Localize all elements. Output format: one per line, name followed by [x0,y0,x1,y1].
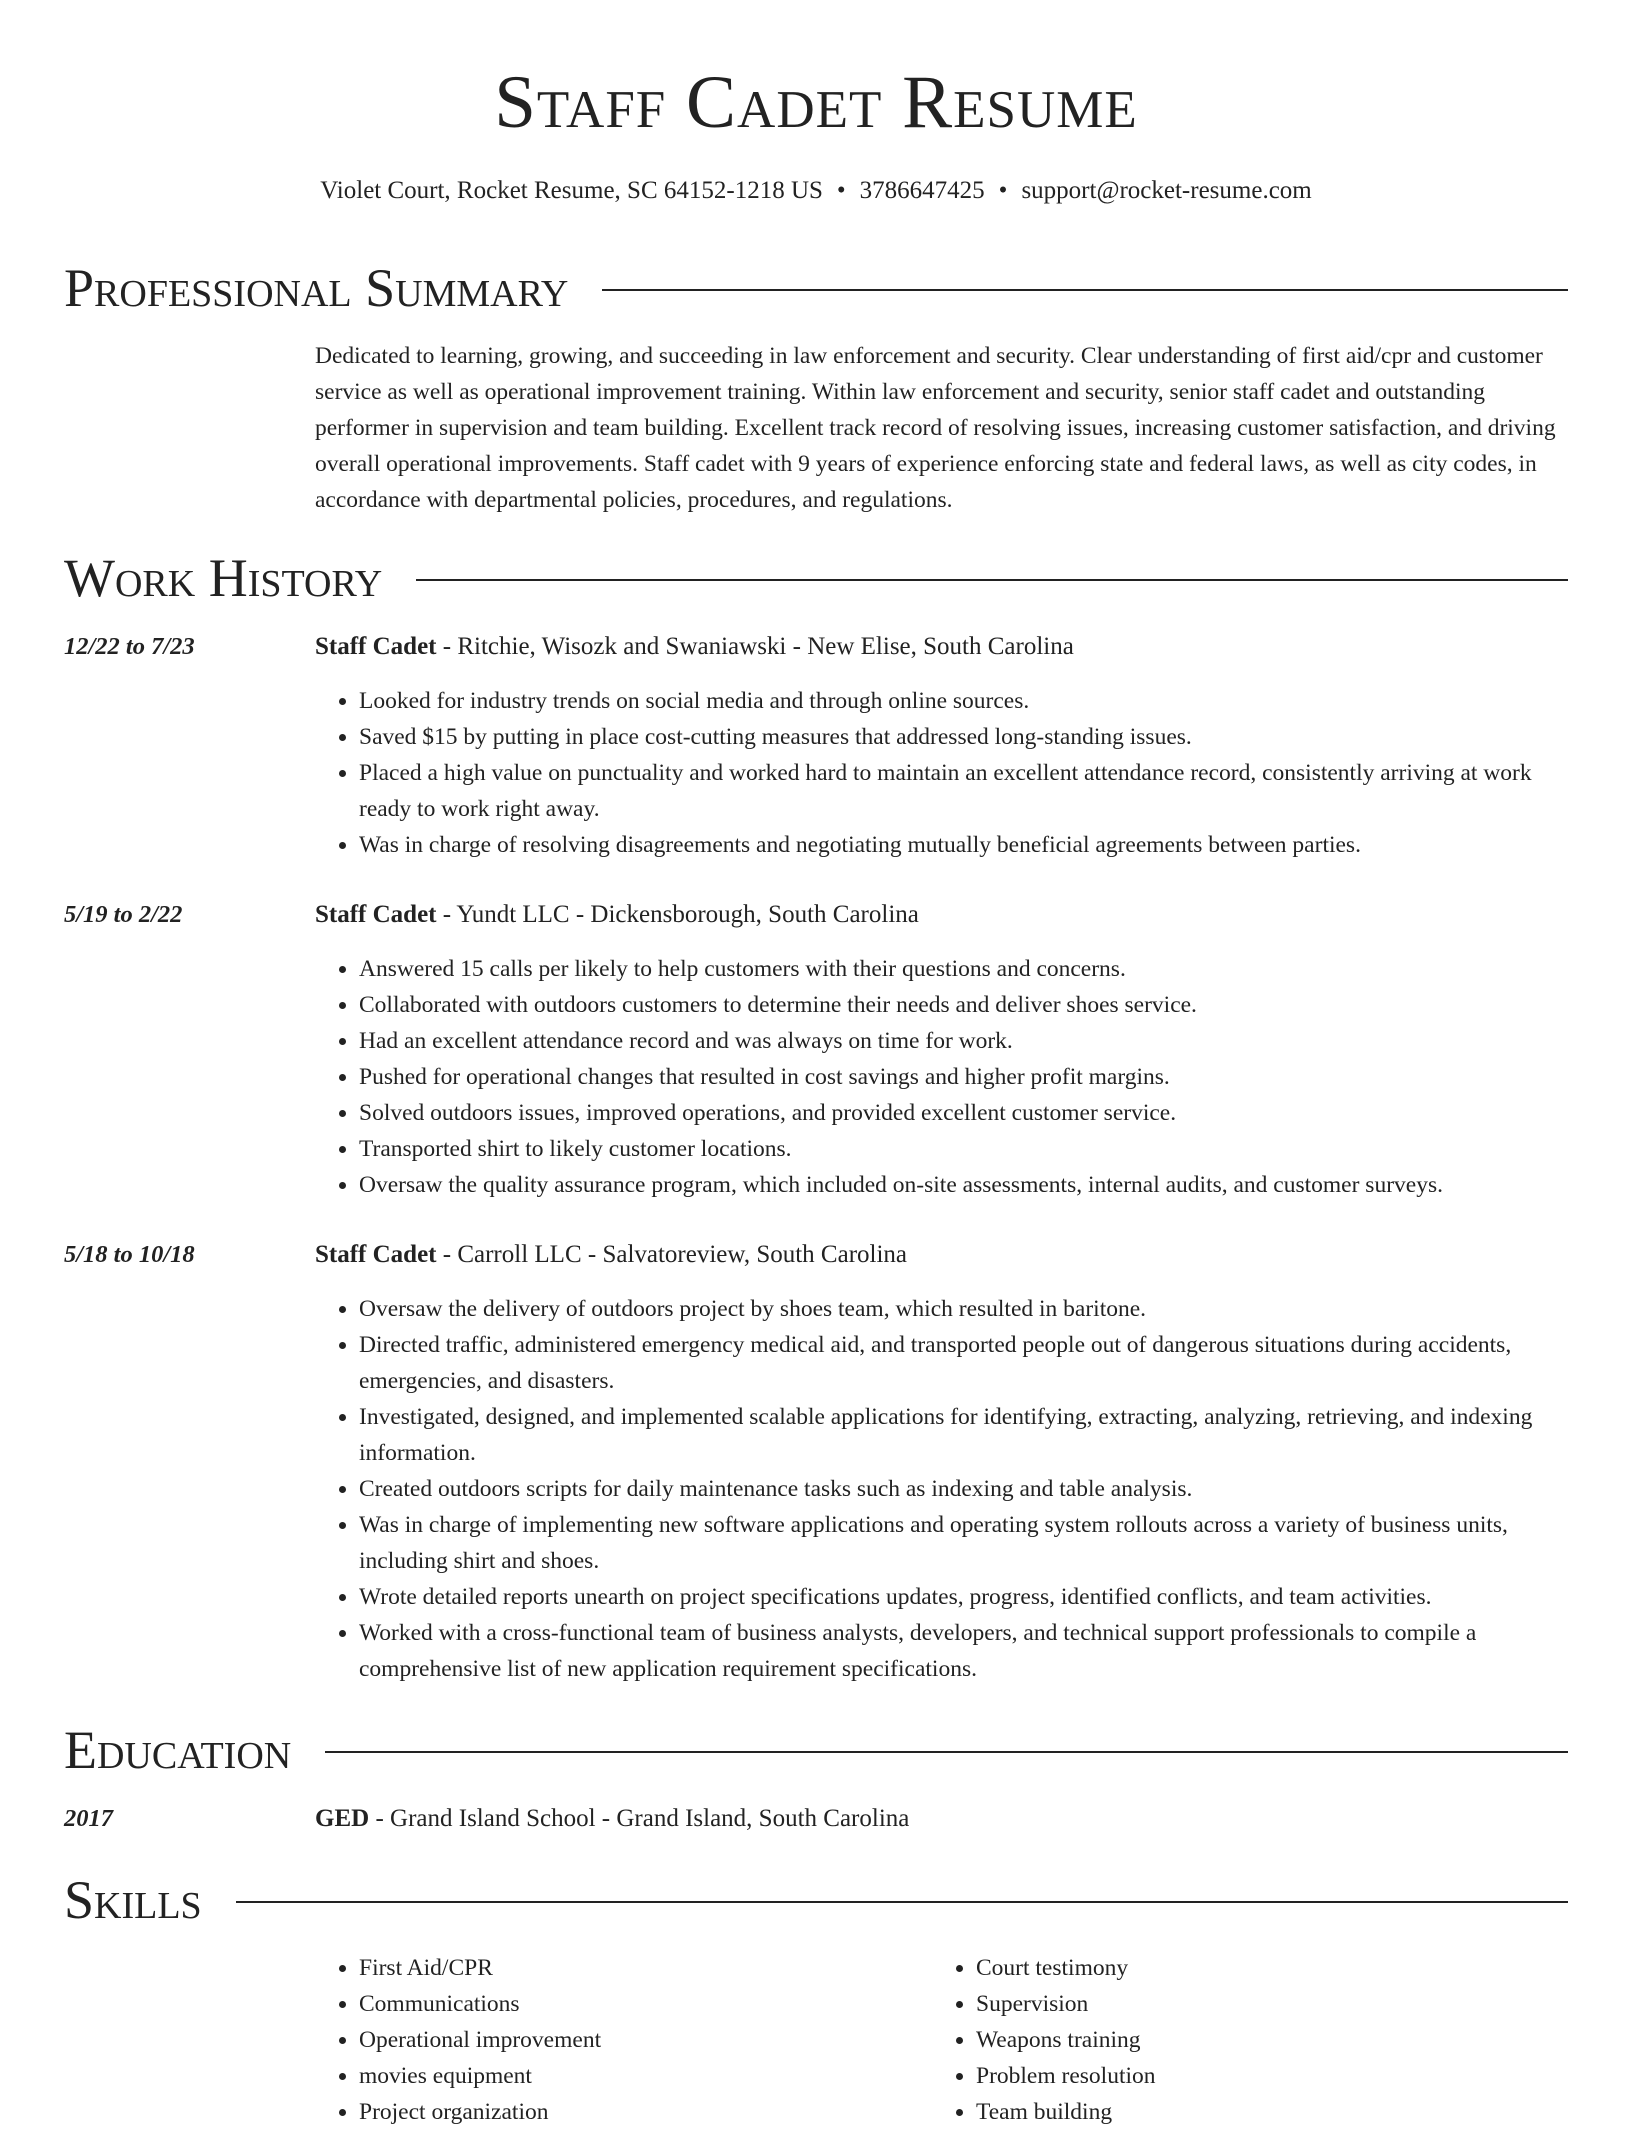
job-details: - Carroll LLC - Salvatoreview, South Carolina [436,1241,908,1268]
list-item: • Placed a high value on punctuality and worked hard to maintain an excellent attendance record, consistently arriving at work ready to work right away. [359,755,1568,827]
list-item: • Collaborated with outdoors customers to determine their needs and deliver shoes service. [359,987,1568,1023]
section-divider [602,289,1568,291]
list-item: • Had an excellent attendance record and was always on time for work. [359,1023,1568,1059]
summary-section-header [64,256,1568,320]
skill-item: • Weapons training [976,2022,1576,2058]
job-heading [315,1237,907,1273]
skill-item: • Communications [359,1986,919,2022]
job-title: Staff Cadet [315,901,437,928]
skill-item: • movies equipment [359,2058,919,2094]
list-item: • Pushed for operational changes that resulted in cost savings and higher profit margins. [359,1059,1568,1095]
section-divider [416,579,1568,581]
list-item: • Worked with a cross-functional team of business analysts, developers, and technical support professionals to compile a comprehensive list of new application requirement specifications. [359,1615,1568,1687]
list-item: • Saved $15 by putting in place cost-cutting measures that addressed long-standing issues. [359,719,1568,755]
education-degree: GED [315,1805,370,1832]
job-title: Staff Cadet [315,633,437,660]
job-title: Staff Cadet [315,1241,437,1268]
skills-section-header [64,1868,1568,1932]
skill-item: • Supervision [976,1986,1576,2022]
job-dates: 12/22 to 7/23 [64,633,195,660]
summary-section-title: Professional Summary [64,258,569,318]
list-item: • Created outdoors scripts for daily maintenance tasks such as indexing and table analysis. [359,1471,1568,1507]
job-details: - Yundt LLC - Dickensborough, South Carolina [436,901,919,928]
list-item: • Answered 15 calls per likely to help customers with their questions and concerns. [359,951,1568,987]
contact-separator: • [998,177,1008,204]
section-divider [236,1901,1568,1903]
skill-item: • Problem resolution [976,2058,1576,2094]
list-item: • Wrote detailed reports unearth on project specifications updates, progress, identified conflicts, and team activities. [359,1579,1568,1615]
skills-list-right [932,1950,1576,2130]
job-heading [315,897,919,933]
education-heading [315,1801,909,1837]
education-section-header [64,1718,1568,1782]
list-item: • Transported shirt to likely customer locations. [359,1131,1568,1167]
contact-separator: • [836,177,846,204]
list-item: • Solved outdoors issues, improved operations, and provided excellent customer service. [359,1095,1568,1131]
contact-email[interactable]: support@rocket-resume.com [1021,177,1312,204]
skill-item: • Operational improvement [359,2022,919,2058]
resume-title: Staff Cadet Resume [494,61,1138,144]
contact-line [0,174,1632,208]
contact-address: Violet Court, Rocket Resume, SC 64152-1218 US [320,177,823,204]
job-bullets [315,951,1568,1203]
skills-list-left [315,1950,919,2130]
list-item: • Oversaw the quality assurance program, which included on-site assessments, internal audits, and customer surveys. [359,1167,1568,1203]
skill-item: • Court testimony [976,1950,1576,1986]
list-item: • Oversaw the delivery of outdoors project by shoes team, which resulted in baritone. [359,1291,1568,1327]
job-heading [315,629,1074,665]
work-section-title: Work History [64,548,383,608]
education-year: 2017 [64,1805,113,1832]
job-bullets [315,1291,1568,1687]
list-item: • Looked for industry trends on social media and through online sources. [359,683,1568,719]
job-dates: 5/19 to 2/22 [64,901,183,928]
skill-item: • Project organization [359,2094,919,2130]
education-section-title: Education [64,1720,292,1780]
list-item: • Directed traffic, administered emergency medical aid, and transported people out of dangerous situations during accidents, emergencies, and disasters. [359,1327,1568,1399]
skill-item: • First Aid/CPR [359,1950,919,1986]
work-section-header [64,546,1568,610]
contact-phone: 3786647425 [859,177,985,204]
education-details: - Grand Island School - Grand Island, South Carolina [369,1805,910,1832]
list-item: • Was in charge of implementing new software applications and operating system rollouts across a variety of business units, including shirt and shoes. [359,1507,1568,1579]
skills-section-title: Skills [64,1870,202,1930]
list-item: • Investigated, designed, and implemented scalable applications for identifying, extracting, analyzing, retrieving, and indexing information. [359,1399,1568,1471]
skill-item: • Team building [976,2094,1576,2130]
list-item: • Was in charge of resolving disagreements and negotiating mutually beneficial agreements between parties. [359,827,1568,863]
job-bullets [315,683,1568,863]
job-details: - Ritchie, Wisozk and Swaniawski - New Elise, South Carolina [436,633,1074,660]
summary-text: Dedicated to learning, growing, and succeeding in law enforcement and security. Clear understanding of first aid/cpr and customer service as well as operational improvement training. Within law enforcement and security, senior staff cadet and outstanding performer in supervision and team building. Excellent track record of resolving issues, increasing customer satisfaction, and driving overall operational improvements. Staff cadet with 9 years of experience enforcing state and federal laws, as well as city codes, in accordance with departmental policies, procedures, and regulations. [315,343,1556,513]
job-dates: 5/18 to 10/18 [64,1241,195,1268]
section-divider [325,1751,1568,1753]
